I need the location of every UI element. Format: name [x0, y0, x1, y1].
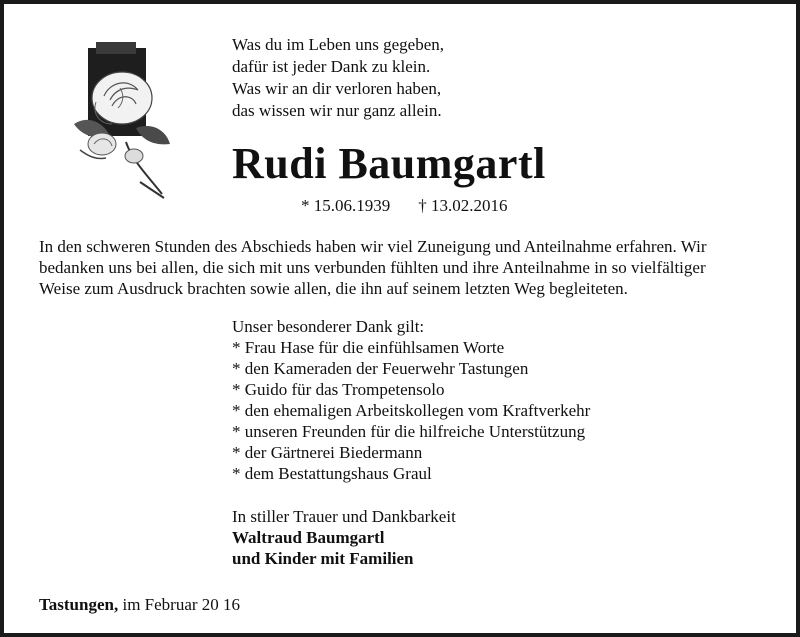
poem-line: Was du im Leben uns gegeben,: [232, 35, 445, 54]
signer-family: und Kinder mit Familien: [232, 549, 414, 568]
birth-date: * 15.06.1939: [301, 196, 391, 215]
date: im Februar 20 16: [122, 595, 241, 614]
thanks-item: * den ehemaligen Arbeitskollegen vom Kraftverkehr: [232, 401, 591, 420]
life-dates: [301, 195, 508, 217]
intro-line: Weise zum Ausdruck brachten sowie allen, die ihn auf seinem letzten Weg begleiteten.: [39, 279, 628, 298]
thanks-item: * den Kameraden der Feuerwehr Tastungen: [232, 359, 529, 378]
thanks-heading: Unser besonderer Dank gilt:: [232, 317, 425, 336]
death-date: † 13.02.2016: [418, 196, 508, 215]
rose-icon: [66, 32, 174, 200]
signature-block: [232, 506, 456, 569]
thanks-item: * Guido für das Trompetensolo: [232, 380, 445, 399]
intro-paragraph: [39, 236, 769, 299]
signer-name: Waltraud Baumgartl: [232, 528, 385, 547]
thanks-item: * Frau Hase für die einfühlsamen Worte: [232, 338, 505, 357]
thanks-item: * unseren Freunden für die hilfreiche Unterstützung: [232, 422, 586, 441]
poem: [232, 34, 444, 122]
intro-line: bedanken uns bei allen, die sich mit uns verbunden fühlten und ihre Anteilnahme in so vielfältiger: [39, 258, 706, 277]
thanks-item: * dem Bestattungshaus Graul: [232, 464, 432, 483]
poem-line: das wissen wir nur ganz allein.: [232, 101, 442, 120]
special-thanks: [232, 316, 590, 484]
thanks-item: * der Gärtnerei Biedermann: [232, 443, 423, 462]
deceased-name: Rudi Baumgartl: [232, 139, 546, 188]
place: Tastungen,: [39, 595, 119, 614]
place-date: [39, 594, 240, 616]
poem-line: dafür ist jeder Dank zu klein.: [232, 57, 431, 76]
mourning-line: In stiller Trauer und Dankbarkeit: [232, 507, 456, 526]
intro-line: In den schweren Stunden des Abschieds haben wir viel Zuneigung und Anteilnahme erfahren. Wir: [39, 237, 707, 256]
poem-line: Was wir an dir verloren haben,: [232, 79, 442, 98]
